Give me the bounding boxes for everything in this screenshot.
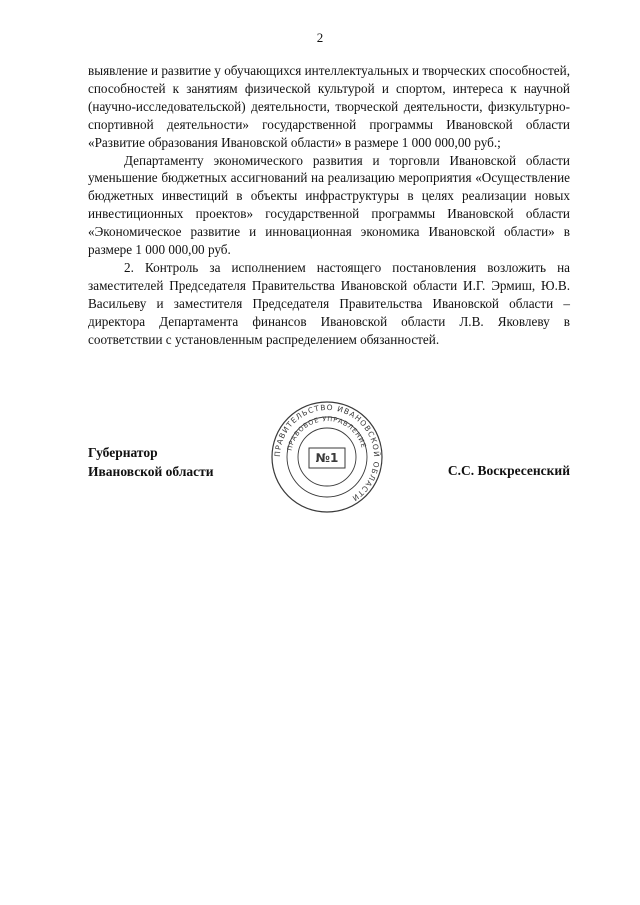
- signatory-position-line2: Ивановской области: [88, 463, 214, 479]
- document-body: [88, 62, 570, 349]
- seal-outer-text: ПРАВИТЕЛЬСТВО ИВАНОВСКОЙ ОБЛАСТИ: [272, 402, 382, 504]
- signatory-name: С.С. Воскресенский: [447, 463, 570, 478]
- paragraph-continuation: выявление и развитие у обучающихся интеллектуальных и творческих способностей, способностей к занятиям физической культурой и спортом, интереса к научной (научно-исследовательской) деятельности, творческой деятельности, физкультурно-спортивной деятельности» государственной программы Ивановской области «Развитие образования Ивановской области» в размере 1 000 000,00 руб.;: [88, 63, 570, 150]
- signatory-position-line1: Губернатор: [88, 445, 158, 460]
- signatory-position: [88, 444, 214, 481]
- page-number: 2: [316, 30, 324, 45]
- paragraph-control-clause: 2. Контроль за исполнением настоящего постановления возложить на заместителей Председателя Правительства Ивановской области И.Г. Эрмиш, Ю.В. Васильеву и заместителя Председателя Правительства Ивановской области – директора Департамента финансов Ивановской области Л.В. Яковлеву в соответствии с установленным распределением обязанностей.: [88, 259, 570, 347]
- official-seal-stamp: [270, 400, 384, 514]
- seal-inner-text: ПРАВОВОЕ УПРАВЛЕНИЕ: [285, 414, 368, 452]
- seal-center-number: №1: [315, 451, 339, 465]
- paragraph-economic-department: Департаменту экономического развития и торговли Ивановской области уменьшение бюджетных ассигнований на реализацию мероприятия «Осуществление бюджетных инвестиций в объекты инфраструктуры в целях реализации новых инвестиционных проектов» государственной программы Ивановской области «Экономическое развитие и инновационная экономика Ивановской области» в размере 1 000 000,00 руб.: [88, 152, 570, 258]
